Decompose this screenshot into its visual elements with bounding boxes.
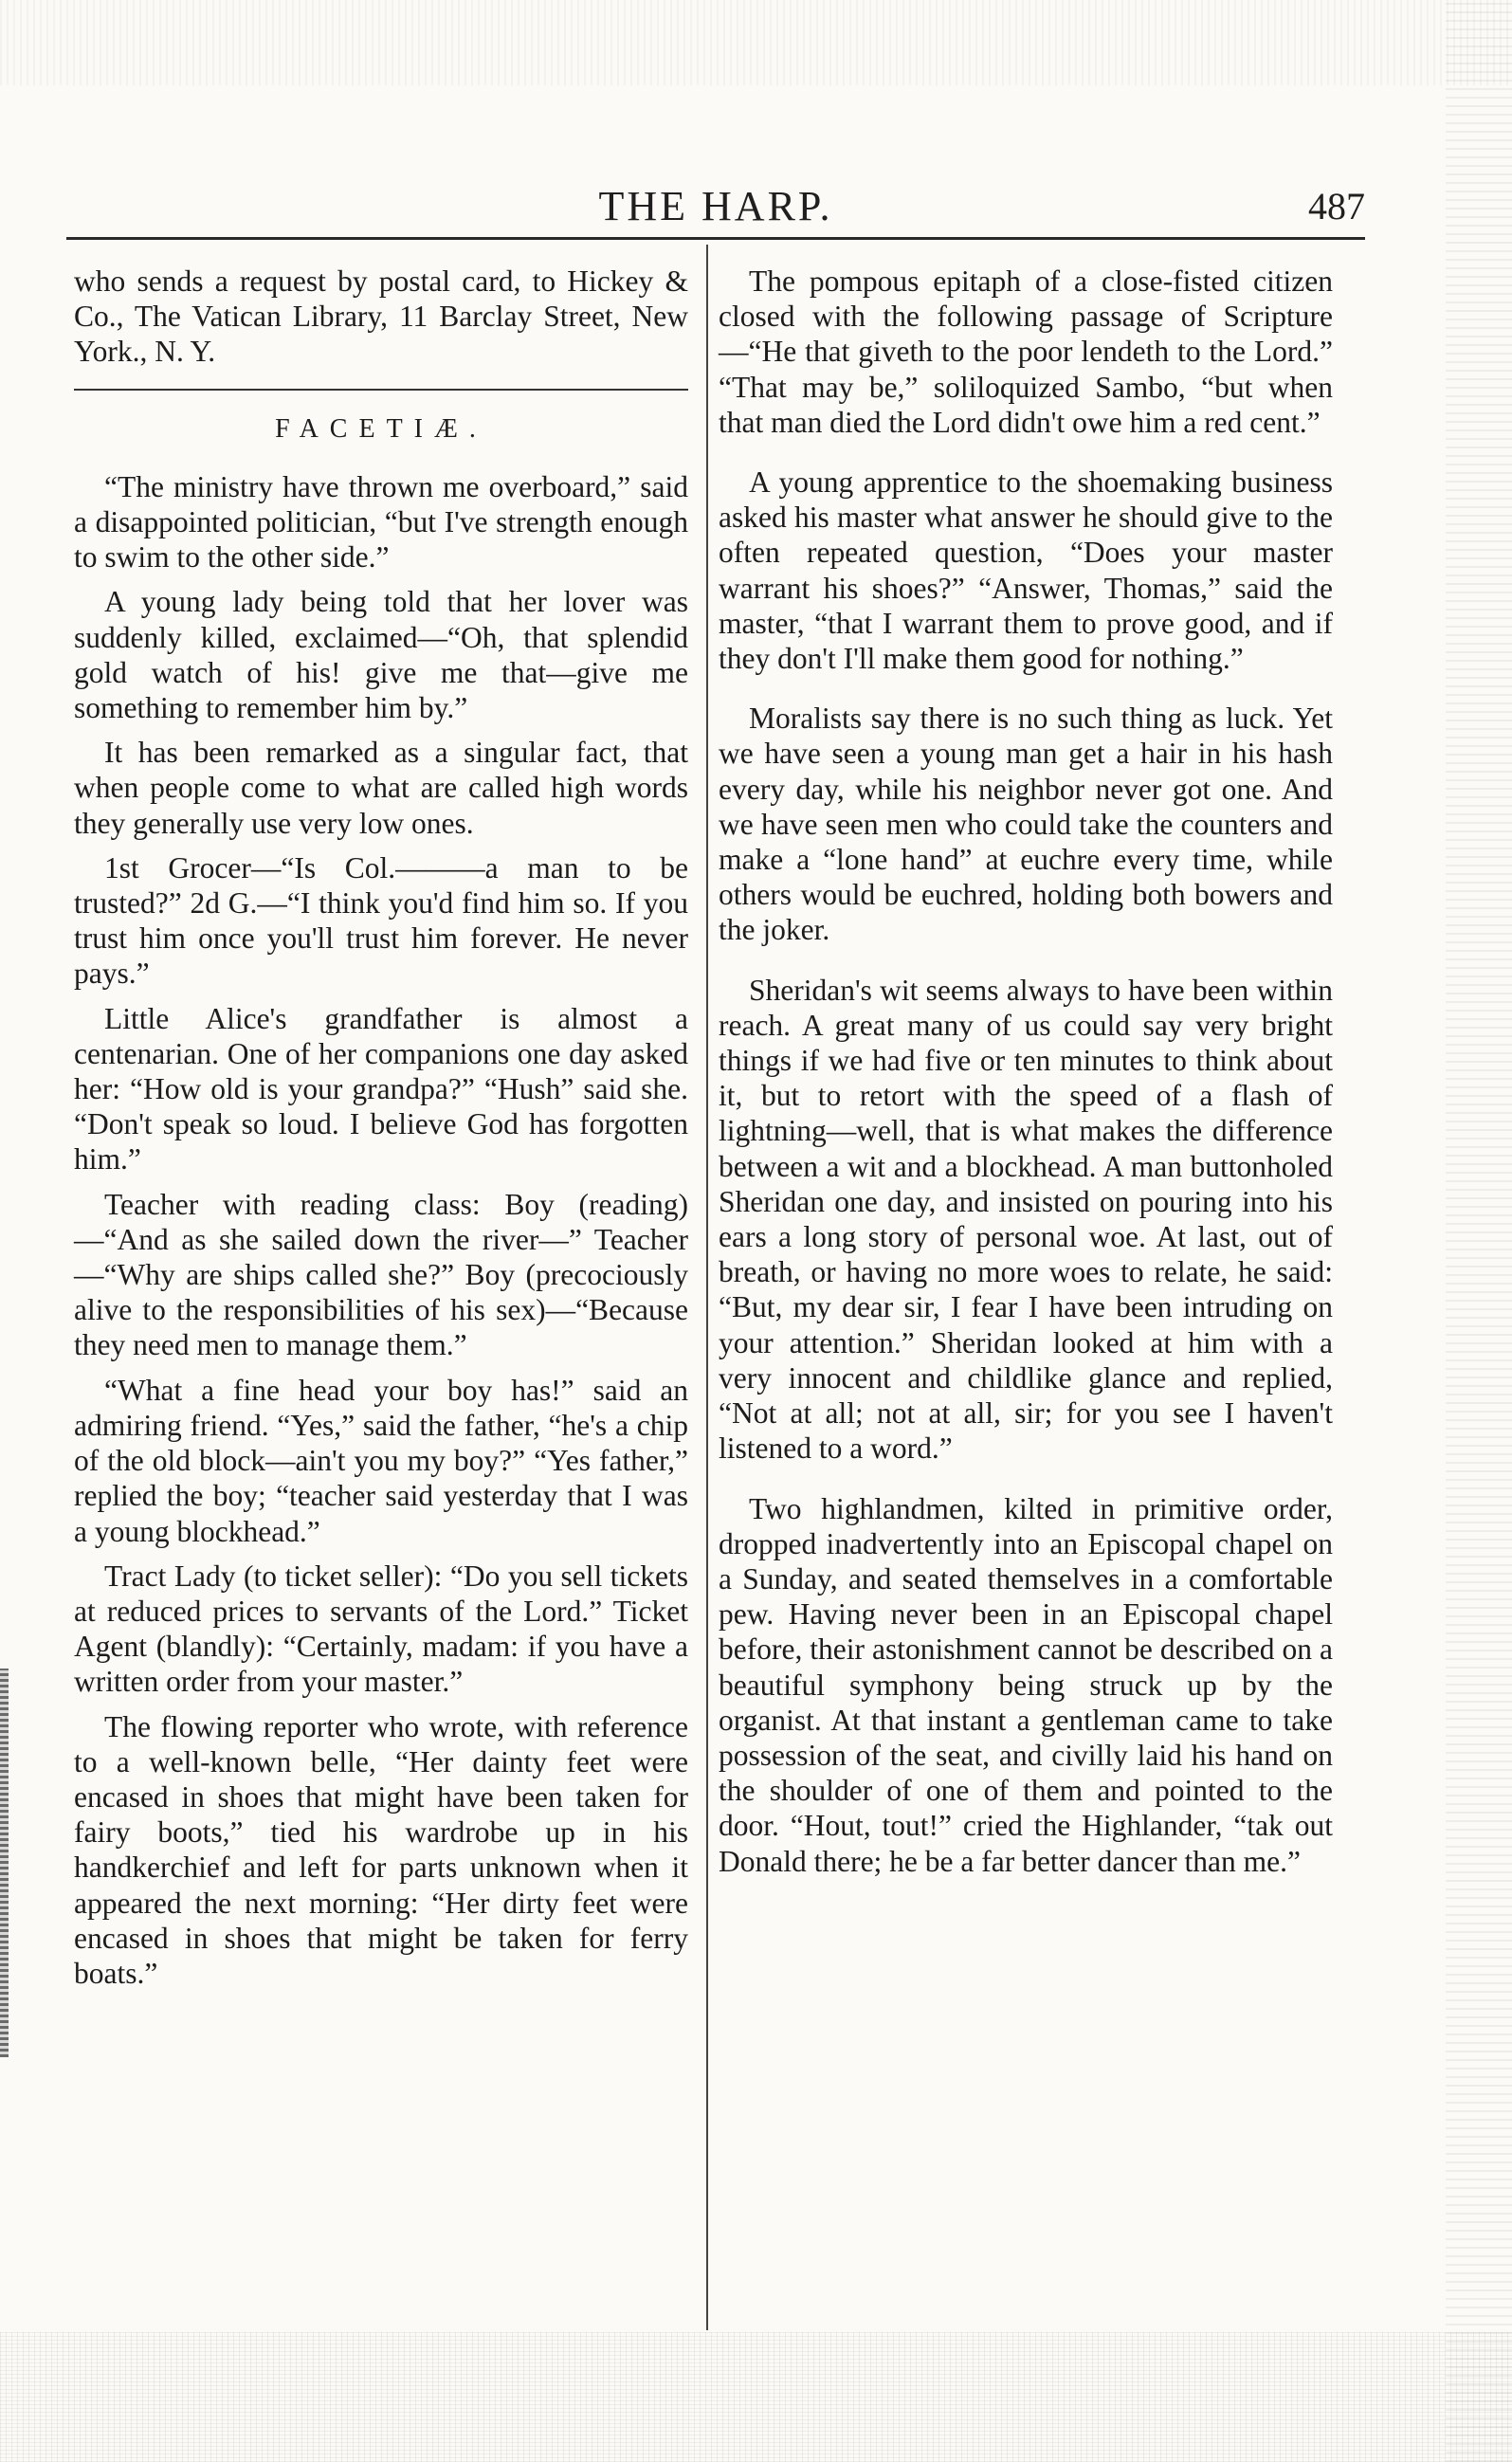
paragraph: “What a fine head your boy has!” said an admiring friend. “Yes,” said the father, “he's a chip of the old block—ain't you my boy?” “Yes father,” replied the boy; “teacher said yesterday that I was a young blockhead.”	[74, 1373, 688, 1548]
paragraph: “The ministry have thrown me overboard,” said a disappointed politician, “but I've strength enough to swim to the other side.”	[74, 469, 688, 574]
page-title: THE HARP.	[598, 183, 833, 229]
section-title: FACETIÆ.	[275, 413, 487, 444]
paragraph: A young apprentice to the shoemaking business asked his master what answer he should give to the often repeated question, “Does your master warrant his shoes?” “Answer, Thomas,” said the master, “that I warrant them to prove good, and if they don't I'll make them good for nothing.”	[719, 465, 1333, 676]
right-column	[719, 264, 1333, 1879]
paragraph: 1st Grocer—“Is Col.———a man to be trusted?” 2d G.—“I think you'd find him so. If you trust him once you'll trust him forever. He never pays.”	[74, 850, 688, 991]
paragraph: Teacher with reading class: Boy (reading)—“And as she sailed down the river—” Teacher—“Why are ships called she?” Boy (precociously alive to the responsibilities of his sex)—“Because they need men to manage them.”	[74, 1187, 688, 1362]
paragraph: The pompous epitaph of a close-fisted citizen closed with the following passage of Scripture—“He that giveth to the poor lendeth to the Lord.” “That may be,” soliloquized Sambo, “but when that man died the Lord didn't owe him a red cent.”	[719, 264, 1333, 439]
paragraph: Tract Lady (to ticket seller): “Do you sell tickets at reduced prices to servants of the Lord.” Ticket Agent (blandly): “Certainly, madam: if you have a written order from your master.”	[74, 1559, 688, 1699]
paragraph: Little Alice's grandfather is almost a centenarian. One of her companions one day asked her: “How old is your grandpa?” “Hush” said she. “Don't speak so loud. I believe God has forgotten him.”	[74, 1001, 688, 1176]
scan-edge-right	[1446, 0, 1512, 2462]
paragraph: It has been remarked as a singular fact, that when people come to what are called high words they generally use very low ones.	[74, 736, 688, 840]
page-header	[66, 178, 1365, 239]
header-rule	[66, 237, 1365, 240]
paragraph: A young lady being told that her lover was suddenly killed, exclaimed—“Oh, that splendid gold watch of his! give me that—give me something to remember him by.”	[74, 585, 688, 725]
paragraph: Sheridan's wit seems always to have been within reach. A great many of us could say very bright things if we had five or ten minutes to think about it, but to retort with the speed of a flash of lightning—well, that is what makes the difference between a wit and a blockhead. A man buttonholed Sheridan one day, and insisted on pouring into his ears a long story of personal woe. At last, out of breath, or having no more woes to relate, he said: “But, my dear sir, I fear I have been intruding on your attention.” Sheridan looked at him with a very innocent and childlike glance and replied, “Not at all; not at all, sir; for you see I haven't listened to a word.”	[719, 973, 1333, 1466]
paragraph: Two highlandmen, kilted in primitive order, dropped inadvertently into an Episcopal chapel on a Sunday, and seated themselves in a comfortable pew. Having never been in an Episcopal chapel before, their astonishment cannot be described on a beautiful symphony being struck up by the organist. At that instant a gentleman came to take possession of the seat, and civilly laid his hand on the shoulder of one of them and pointed to the door. “Hout, tout!” cried the Highlander, “tak out Donald there; he be a far better dancer than me.”	[719, 1491, 1333, 1878]
section-rule	[74, 389, 688, 391]
intro-paragraph: who sends a request by postal card, to Hickey & Co., The Vatican Library, 11 Barclay Street, New York., N. Y.	[74, 264, 688, 369]
paragraph: The flowing reporter who wrote, with reference to a well-known belle, “Her dainty feet were encased in shoes that might have been taken for fairy boots,” tied his wardrobe up in his handkerchief and left for parts unknown when it appeared the next morning: “Her dirty feet were encased in shoes that might be taken for ferry boats.”	[74, 1709, 688, 1990]
binding-strip	[0, 1669, 9, 2057]
scan-noise-bottom	[0, 2332, 1512, 2462]
scan-noise-top	[0, 0, 1512, 85]
paragraph: Moralists say there is no such thing as luck. Yet we have seen a young man get a hair in his hash every day, while his neighbor never got one. And we have seen men who could take the counters and make a “lone hand” at euchre every time, while others would be euchred, holding both bowers and the joker.	[719, 702, 1333, 947]
left-column	[74, 264, 688, 1991]
page-number: 487	[1308, 185, 1365, 228]
column-divider	[706, 245, 708, 2330]
